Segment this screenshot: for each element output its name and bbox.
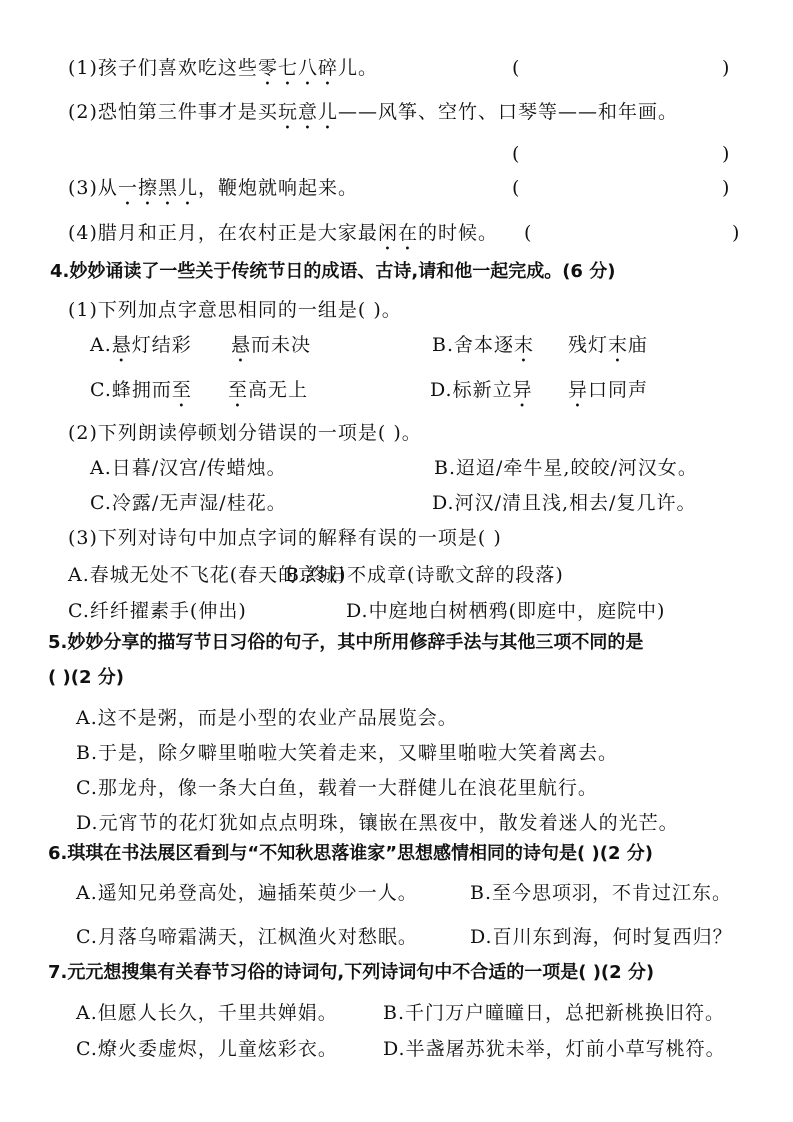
emphasized-char: 末 bbox=[608, 334, 629, 356]
q6-option-b[interactable]: B.至今思项羽，不肯过江东。 bbox=[470, 882, 733, 904]
q7-option-c[interactable]: C.燎火委虚烬，儿童炫彩衣。 bbox=[76, 1038, 338, 1060]
q4-sub1-option-b-word2 bbox=[568, 332, 648, 367]
option-label: B. bbox=[432, 334, 455, 356]
item-text: 儿。 bbox=[337, 57, 378, 79]
q4-sub3-option-c[interactable]: C.纤纤擢素手(伸出) bbox=[68, 600, 247, 622]
q4-sub2-option-b[interactable]: B.迢迢/牵牛星,皎皎/河汉女。 bbox=[434, 457, 698, 479]
q4-sub1-option-d[interactable] bbox=[430, 377, 533, 412]
answer-paren-open: ( bbox=[512, 177, 520, 199]
emphasized-char: 至 bbox=[171, 379, 192, 401]
answer-paren-open: ( bbox=[512, 143, 520, 165]
answer-paren-close: ) bbox=[722, 143, 730, 165]
q5-option-d[interactable]: D.元宵节的花灯犹如点点明珠，镶嵌在黑夜中，散发着迷人的光芒。 bbox=[76, 812, 679, 834]
emphasized-char: 悬 bbox=[111, 334, 132, 356]
answer-blank-1[interactable] bbox=[522, 55, 718, 81]
q4-sub2-option-a[interactable]: A.日暮/汉宫/传蜡烛。 bbox=[90, 457, 287, 479]
q7-option-b[interactable]: B.千门万户曈曈日，总把新桃换旧符。 bbox=[383, 1002, 726, 1024]
q4-sub1-option-a[interactable] bbox=[90, 332, 192, 367]
item-number: (3) bbox=[68, 177, 98, 199]
answer-paren-close: ) bbox=[722, 57, 730, 79]
q4-sub3-option-a[interactable]: A.春城无处不飞花(春天的京城) bbox=[68, 564, 347, 586]
q6-option-d[interactable]: D.百川东到海，何时复西归？ bbox=[470, 926, 733, 948]
q6-option-a[interactable]: A.遥知兄弟登高处，遍插茱萸少一人。 bbox=[76, 882, 418, 904]
q5-option-c[interactable]: C.那龙舟，像一条大白鱼，载着一大群健儿在浪花里航行。 bbox=[76, 777, 598, 799]
q5-heading-line2: ( )(2 分) bbox=[48, 667, 124, 688]
answer-paren-close: ) bbox=[732, 222, 740, 244]
q3-item-4 bbox=[68, 220, 498, 255]
emphasized-char: 至 bbox=[228, 379, 249, 401]
q4-sub2-option-c[interactable]: C.冷露/无声湿/桂花。 bbox=[90, 492, 287, 514]
option-label: C. bbox=[90, 379, 112, 401]
option-text: 标新立 bbox=[452, 379, 513, 401]
item-text: 腊月和正月，在农村正是大家最 bbox=[97, 222, 378, 244]
q4-sub3-prompt: (3)下列对诗句中加点字词的解释有误的一项是( ) bbox=[68, 527, 502, 549]
q4-sub1-option-c[interactable] bbox=[90, 377, 192, 412]
q4-sub1-prompt: (1)下列加点字意思相同的一组是( )。 bbox=[68, 299, 402, 321]
emphasized-word: 玩意儿 bbox=[277, 101, 338, 123]
option-label: A. bbox=[90, 334, 112, 356]
emphasized-word: 闲在 bbox=[377, 222, 418, 244]
q3-item-1 bbox=[68, 55, 378, 90]
q4-sub3-option-d[interactable]: D.中庭地白树栖鸦(即庭中，庭院中) bbox=[346, 600, 666, 622]
q4-sub1-option-c-word2 bbox=[228, 377, 308, 412]
option-text: 口同声 bbox=[588, 379, 649, 401]
q3-item-2 bbox=[68, 99, 678, 134]
item-text: 恐怕第三件事才是买 bbox=[97, 101, 278, 123]
q4-sub2-option-d[interactable]: D.河汉/清且浅,相去/复几许。 bbox=[432, 492, 697, 514]
option-text: 舍本逐 bbox=[454, 334, 515, 356]
option-text: 庙 bbox=[628, 334, 649, 356]
q4-sub3-option-b[interactable]: B.终日不成章(诗歌文辞的段落) bbox=[285, 564, 564, 586]
option-label: D. bbox=[430, 379, 453, 401]
emphasized-word: 一擦黑儿 bbox=[117, 177, 198, 199]
q4-sub1-option-d-word2 bbox=[568, 377, 648, 412]
q6-option-c[interactable]: C.月落乌啼霜满天，江枫渔火对愁眠。 bbox=[76, 926, 418, 948]
q4-sub2-prompt: (2)下列朗读停顿划分错误的一项是( )。 bbox=[68, 422, 422, 444]
item-number: (1) bbox=[68, 57, 98, 79]
item-number: (2) bbox=[68, 101, 98, 123]
option-text: 蜂拥而 bbox=[111, 379, 172, 401]
q4-sub1-option-b[interactable] bbox=[432, 332, 534, 367]
q4-heading: 4.妙妙诵读了一些关于传统节日的成语、古诗,请和他一起完成。(6 分) bbox=[50, 261, 616, 282]
emphasized-char: 异 bbox=[512, 379, 533, 401]
item-text: ，鞭炮就响起来。 bbox=[197, 177, 358, 199]
answer-blank-3[interactable] bbox=[522, 175, 718, 201]
emphasized-char: 末 bbox=[514, 334, 535, 356]
q3-item-3 bbox=[68, 175, 358, 210]
item-text: 孩子们喜欢吃这些 bbox=[97, 57, 258, 79]
item-text: ——风筝、空竹、口琴等——和年画。 bbox=[337, 101, 678, 123]
item-text: 从 bbox=[97, 177, 118, 199]
option-text: 灯结彩 bbox=[131, 334, 192, 356]
emphasized-char: 悬 bbox=[231, 334, 252, 356]
answer-paren-close: ) bbox=[722, 177, 730, 199]
answer-blank-2[interactable] bbox=[522, 141, 718, 167]
option-text: 残灯 bbox=[568, 334, 609, 356]
q5-heading-line1: 5.妙妙分享的描写节日习俗的句子，其中所用修辞手法与其他三项不同的是 bbox=[48, 632, 644, 653]
q5-option-b[interactable]: B.于是，除夕噼里啪啦大笑着走来，又噼里啪啦大笑着离去。 bbox=[76, 742, 619, 764]
q5-option-a[interactable]: A.这不是粥，而是小型的农业产品展览会。 bbox=[76, 707, 458, 729]
q6-heading: 6.琪琪在书法展区看到与“不知秋思落谁家”思想感情相同的诗句是( )(2 分) bbox=[48, 843, 653, 864]
q7-heading: 7.元元想搜集有关春节习俗的诗词句,下列诗词句中不合适的一项是( )(2 分) bbox=[48, 962, 655, 983]
answer-paren-open: ( bbox=[512, 57, 520, 79]
option-text: 高无上 bbox=[248, 379, 309, 401]
q7-option-a[interactable]: A.但愿人长久，千里共婵娟。 bbox=[76, 1002, 338, 1024]
answer-blank-4[interactable] bbox=[534, 220, 728, 246]
emphasized-char: 异 bbox=[568, 379, 589, 401]
item-text: 的时候。 bbox=[417, 222, 498, 244]
q4-sub1-option-a-word2 bbox=[231, 332, 311, 367]
emphasized-word: 零七八碎 bbox=[257, 57, 338, 79]
q7-option-d[interactable]: D.半盏屠苏犹未举，灯前小草写桃符。 bbox=[383, 1038, 726, 1060]
option-text: 而未决 bbox=[251, 334, 312, 356]
answer-paren-open: ( bbox=[524, 222, 532, 244]
item-number: (4) bbox=[68, 222, 98, 244]
